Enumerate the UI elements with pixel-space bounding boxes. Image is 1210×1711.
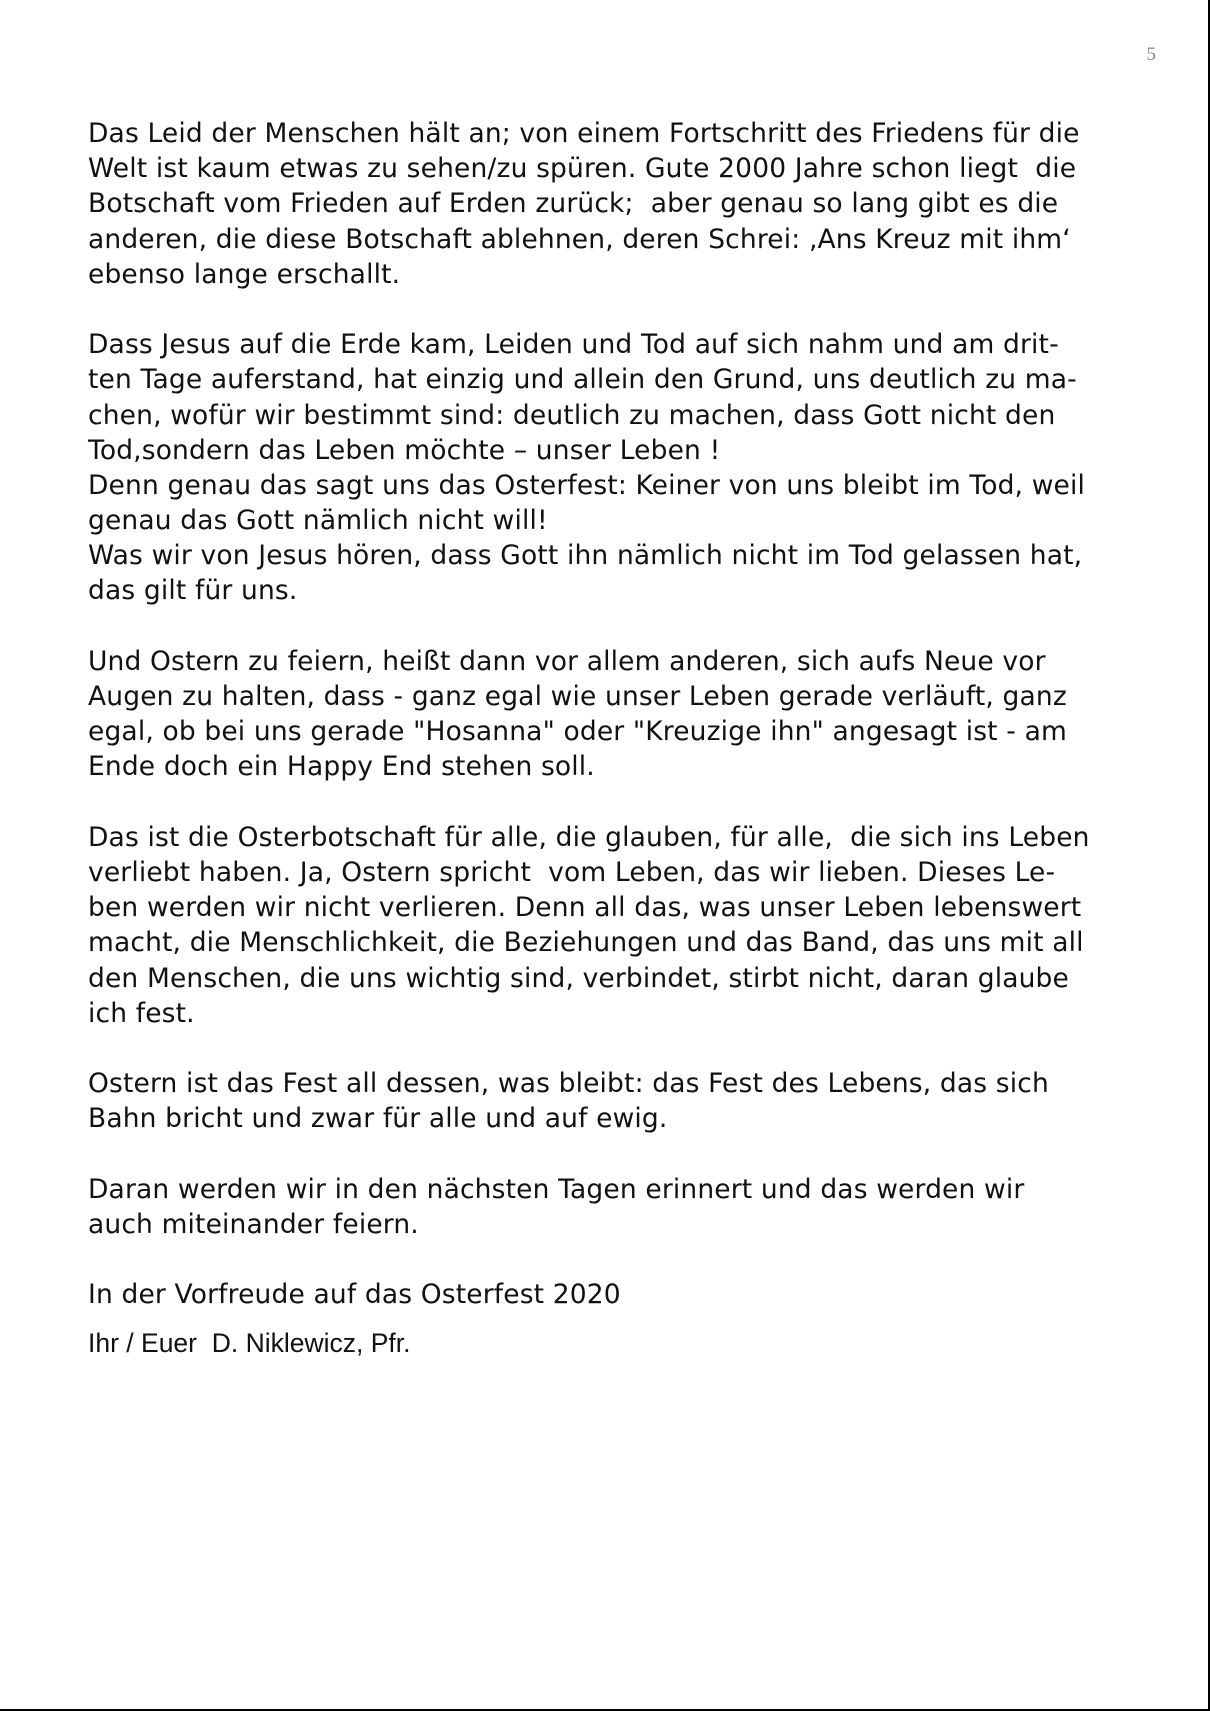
- paragraph-gap: [88, 1242, 1148, 1277]
- text-line: Und Ostern zu feiern, heißt dann vor allem anderen, sich aufs Neue vor: [88, 645, 1046, 677]
- text-line: egal, ob bei uns gerade "Hosanna" oder "Kreuzige ihn" angesagt ist - am: [88, 716, 1067, 748]
- text-line: Daran werden wir in den nächsten Tagen erinnert und das werden wir: [88, 1173, 1025, 1205]
- text-line: ten Tage auferstand, hat einzig und allein den Grund, uns deutlich zu ma-: [88, 364, 1077, 396]
- paragraph-gap: [88, 1136, 1148, 1171]
- paragraph: [88, 644, 1148, 785]
- paragraph-gap: [88, 785, 1148, 820]
- page-number: 5: [1146, 44, 1156, 65]
- text-line: auch miteinander feiern.: [88, 1208, 419, 1240]
- text-line: macht, die Menschlichkeit, die Beziehungen und das Band, das uns mit all: [88, 927, 1084, 959]
- text-line: Das ist die Osterbotschaft für alle, die glauben, für alle, die sich ins Leben: [88, 821, 1090, 853]
- text-line: ben werden wir nicht verlieren. Denn all das, was unser Leben lebenswert: [88, 892, 1082, 924]
- text-line: Welt ist kaum etwas zu sehen/zu spüren. Gute 2000 Jahre schon liegt die: [88, 153, 1077, 185]
- text-line: ich fest.: [88, 997, 195, 1029]
- paragraph: [88, 327, 1148, 609]
- text-line: verliebt haben. Ja, Ostern spricht vom Leben, das wir lieben. Dieses Le-: [88, 856, 1056, 888]
- signature: Ihr / Euer D. Niklewicz, Pfr.: [88, 1328, 411, 1359]
- paragraph: [88, 116, 1148, 292]
- text-line: Bahn bricht und zwar für alle und auf ewig.: [88, 1103, 668, 1135]
- text-line: anderen, die diese Botschaft ablehnen, deren Schrei: ‚Ans Kreuz mit ihm‘: [88, 223, 1071, 255]
- paragraph-gap: [88, 292, 1148, 327]
- paragraph: [88, 820, 1148, 1031]
- text-line: ebenso lange erschallt.: [88, 258, 401, 290]
- text-line: Denn genau das sagt uns das Osterfest: Keiner von uns bleibt im Tod, weil: [88, 469, 1086, 501]
- text-line: In der Vorfreude auf das Osterfest 2020: [88, 1279, 621, 1311]
- text-line: Dass Jesus auf die Erde kam, Leiden und Tod auf sich nahm und am drit-: [88, 329, 1059, 361]
- text-line: Was wir von Jesus hören, dass Gott ihn nämlich nicht im Tod gelassen hat,: [88, 540, 1083, 572]
- text-line: Ostern ist das Fest all dessen, was bleibt: das Fest des Lebens, das sich: [88, 1068, 1049, 1100]
- paragraph-gap: [88, 609, 1148, 644]
- text-line: Ende doch ein Happy End stehen soll.: [88, 751, 595, 783]
- text-line: Botschaft vom Frieden auf Erden zurück; aber genau so lang gibt es die: [88, 188, 1059, 220]
- paragraph: [88, 1277, 1148, 1312]
- text-line: das gilt für uns.: [88, 575, 298, 607]
- text-line: Das Leid der Menschen hält an; von einem Fortschritt des Friedens für die: [88, 118, 1080, 149]
- text-line: Tod,sondern das Leben möchte – unser Leben !: [88, 434, 721, 466]
- text-line: Augen zu halten, dass - ganz egal wie unser Leben gerade verläuft, ganz: [88, 681, 1067, 712]
- text-line: genau das Gott nämlich nicht will!: [88, 505, 548, 537]
- text-line: chen, wofür wir bestimmt sind: deutlich zu machen, dass Gott nicht den: [88, 399, 1056, 431]
- paragraph-gap: [88, 1031, 1148, 1066]
- paragraph: [88, 1172, 1148, 1242]
- text-line: den Menschen, die uns wichtig sind, verbindet, stirbt nicht, daran glaube: [88, 962, 1069, 994]
- paragraph: [88, 1066, 1148, 1136]
- letter-body: [88, 116, 1148, 1362]
